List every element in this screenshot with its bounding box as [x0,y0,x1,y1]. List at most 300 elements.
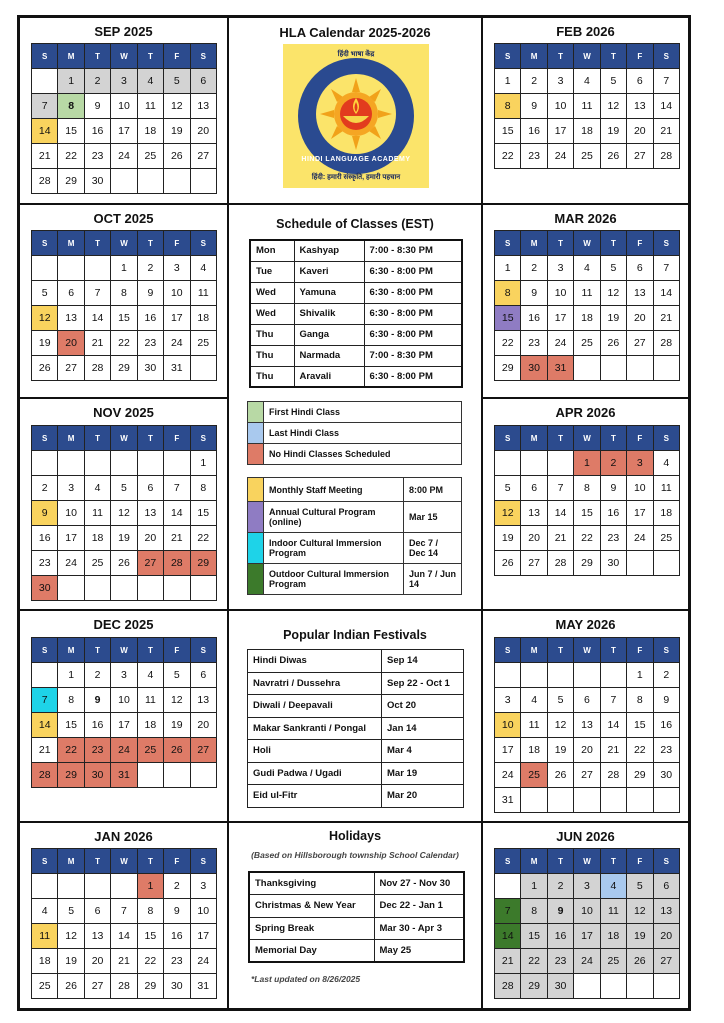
day-cell: 19 [547,738,573,763]
empty-day-cell [111,576,137,601]
day-cell: Thu [250,324,294,345]
day-cell: 28 [653,144,679,169]
legend-value: Jun 7 / Jun 14 [404,564,462,595]
day-cell: 2 [84,663,110,688]
day-cell: 26 [600,331,626,356]
weekday-header: T [547,231,573,256]
day-cell: 10 [190,899,216,924]
day-cell: 9 [653,688,679,713]
day-cell: 29 [521,974,547,999]
day-cell: 14 [111,924,137,949]
legend-row [248,402,462,423]
day-cell: 2 [164,874,190,899]
day-cell: 31 [190,974,216,999]
month-panel-dec [19,610,228,822]
day-cell: 28 [653,331,679,356]
legend-row [248,444,462,465]
day-cell: 10 [547,94,573,119]
weekday-header: S [190,638,216,663]
day-cell: 24 [495,763,521,788]
day-cell: 13 [653,899,679,924]
day-cell: 30 [600,551,626,576]
day-cell: 21 [84,331,110,356]
day-cell: 10 [58,501,84,526]
day-cell: 17 [111,119,137,144]
day-cell: 19 [600,119,626,144]
month-title: NOV 2025 [93,405,154,420]
empty-day-cell [84,451,110,476]
empty-day-cell [32,874,58,899]
day-cell: 5 [600,256,626,281]
holiday-name-cell: Christmas & New Year [249,895,374,918]
festival-date-cell: Mar 20 [382,785,464,808]
table-row [248,695,464,718]
empty-day-cell [111,874,137,899]
empty-day-cell [600,788,626,813]
day-cell: 17 [190,924,216,949]
day-cell: 27 [190,144,216,169]
weekday-header: S [653,44,679,69]
table-row [249,940,464,963]
day-cell: 15 [137,924,163,949]
day-cell: 21 [495,949,521,974]
holidays-panel [228,822,482,1009]
day-cell: 28 [164,551,190,576]
day-cell: 28 [495,974,521,999]
weekday-header: T [137,849,163,874]
empty-day-cell [32,663,58,688]
day-cell: 25 [653,526,679,551]
day-cell: 2 [521,256,547,281]
table-row [249,917,464,940]
table-row [248,672,464,695]
day-cell: 14 [600,713,626,738]
day-cell: 8 [495,281,521,306]
day-cell: 2 [521,69,547,94]
day-cell: Tue [250,261,294,282]
day-cell: 17 [111,713,137,738]
month-title: MAR 2026 [554,211,617,226]
day-cell: Thu [250,366,294,387]
day-cell: 1 [58,663,84,688]
day-cell: 15 [495,119,521,144]
festivals-title: Popular Indian Festivals [283,628,427,642]
day-cell: 19 [600,306,626,331]
day-cell: 19 [495,526,521,551]
day-cell: 5 [58,899,84,924]
day-cell: 30 [547,974,573,999]
calendar-grid [31,230,217,381]
time-cell: 7:00 - 8:30 PM [364,345,462,366]
day-cell: 26 [32,356,58,381]
day-cell: 11 [600,899,626,924]
day-cell: 24 [547,144,573,169]
day-cell: 6 [627,256,653,281]
day-cell: 22 [574,526,600,551]
day-cell: 1 [495,256,521,281]
empty-day-cell [600,663,626,688]
weekday-header: M [58,426,84,451]
holiday-date-cell: May 25 [374,940,464,963]
logo-top-text: हिंदी भाषा केंद्र [337,51,375,58]
day-cell: 17 [547,119,573,144]
day-cell: 25 [137,738,163,763]
weekday-header: T [600,638,626,663]
weekday-header: S [495,44,521,69]
day-cell: 22 [58,738,84,763]
day-cell: 23 [137,331,163,356]
day-cell: 22 [58,144,84,169]
day-cell: 23 [653,738,679,763]
empty-day-cell [627,974,653,999]
day-cell: 23 [164,949,190,974]
legend-value: Mar 15 [404,502,462,533]
festivals-table [247,649,464,808]
day-cell: 9 [521,281,547,306]
day-cell: 31 [164,356,190,381]
day-cell: 16 [164,924,190,949]
day-cell: 24 [574,949,600,974]
calendar-grid [494,230,680,381]
day-cell: 14 [32,119,58,144]
weekday-header: W [574,849,600,874]
day-cell: 12 [547,713,573,738]
weekday-header: S [32,44,58,69]
day-cell: 25 [137,144,163,169]
day-cell: 28 [547,551,573,576]
day-cell: 23 [547,949,573,974]
day-cell: 16 [547,924,573,949]
day-cell: 30 [653,763,679,788]
weekday-header: T [137,231,163,256]
table-row [248,717,464,740]
day-cell: 4 [190,256,216,281]
day-cell: 21 [600,738,626,763]
empty-day-cell [84,256,110,281]
day-cell: 8 [58,688,84,713]
day-cell: 21 [111,949,137,974]
empty-day-cell [627,788,653,813]
day-cell: 9 [164,899,190,924]
day-cell: 14 [32,713,58,738]
empty-day-cell [137,169,163,194]
day-cell: 3 [495,688,521,713]
day-cell: 26 [627,949,653,974]
day-cell: 4 [521,688,547,713]
day-cell: 3 [574,874,600,899]
day-cell: 12 [164,688,190,713]
day-cell: 9 [600,476,626,501]
day-cell: 11 [84,501,110,526]
day-cell: 22 [521,949,547,974]
weekday-header: S [190,231,216,256]
day-cell: 1 [495,69,521,94]
weekday-header: S [190,44,216,69]
day-cell: 13 [190,688,216,713]
day-cell: 11 [653,476,679,501]
day-cell: 1 [111,256,137,281]
day-cell: 13 [521,501,547,526]
day-cell: 30 [521,356,547,381]
weekday-header: M [521,426,547,451]
legend-swatch [248,564,264,595]
day-cell: 25 [574,144,600,169]
day-cell: 10 [495,713,521,738]
month-title: JAN 2026 [94,829,153,844]
day-cell: 20 [58,331,84,356]
day-cell: 14 [547,501,573,526]
day-cell: 3 [58,476,84,501]
weekday-header: W [111,231,137,256]
day-cell: 24 [627,526,653,551]
day-cell: 9 [521,94,547,119]
empty-day-cell [58,576,84,601]
class-name-cell: Yamuna [294,282,364,303]
day-cell: 5 [32,281,58,306]
festival-name-cell: Gudi Padwa / Ugadi [248,762,382,785]
day-cell: 11 [521,713,547,738]
empty-day-cell [164,451,190,476]
day-cell: 25 [600,949,626,974]
empty-day-cell [574,356,600,381]
empty-day-cell [164,169,190,194]
day-cell: 27 [190,738,216,763]
day-cell: 9 [84,688,110,713]
day-cell: 25 [521,763,547,788]
day-cell: 8 [58,94,84,119]
weekday-header: T [137,44,163,69]
festival-name-cell: Makar Sankranti / Pongal [248,717,382,740]
empty-day-cell [32,69,58,94]
weekday-header: F [627,849,653,874]
day-cell: 6 [521,476,547,501]
day-cell: 8 [495,94,521,119]
holiday-name-cell: Memorial Day [249,940,374,963]
weekday-header: M [58,638,84,663]
holidays-title: Holidays [328,829,382,843]
empty-day-cell [84,576,110,601]
day-cell: 2 [547,874,573,899]
festival-date-cell: Sep 14 [382,650,464,673]
day-cell: 7 [111,899,137,924]
day-cell: 17 [574,924,600,949]
day-cell: 4 [574,256,600,281]
day-cell: 9 [84,94,110,119]
table-row [250,240,462,261]
day-cell: 20 [627,306,653,331]
day-cell: 26 [547,763,573,788]
day-cell: 3 [164,256,190,281]
weekday-header: S [32,426,58,451]
legend-row [248,478,462,502]
day-cell: 14 [164,501,190,526]
day-cell: 5 [164,663,190,688]
festival-name-cell: Holi [248,740,382,763]
day-cell: 11 [574,281,600,306]
day-cell: 23 [600,526,626,551]
empty-day-cell [32,451,58,476]
day-cell: 11 [137,94,163,119]
day-cell: 7 [547,476,573,501]
table-row [250,366,462,387]
day-cell: 24 [190,949,216,974]
day-cell: 18 [84,526,110,551]
legend-label: Outdoor Cultural Immersion Program [264,564,404,595]
weekday-header: T [84,638,110,663]
day-cell: 10 [574,899,600,924]
day-cell: 12 [600,94,626,119]
day-cell: 7 [164,476,190,501]
calendar-grid [494,637,680,813]
weekday-header: F [164,231,190,256]
day-cell: 24 [58,551,84,576]
day-cell: 18 [521,738,547,763]
day-cell: 25 [84,551,110,576]
weekday-header: W [574,638,600,663]
holidays-subtitle: (Based on Hillsborough township School Calendar) [251,850,459,860]
day-cell: 24 [547,331,573,356]
day-cell: 8 [111,281,137,306]
day-cell: 24 [111,144,137,169]
day-cell: 8 [137,899,163,924]
festival-name-cell: Eid ul-Fitr [248,785,382,808]
day-cell: 16 [653,713,679,738]
logo-tagline: हिंदी: हमारी संस्कृति, हमारी पहचान [311,174,401,181]
day-cell: 8 [190,476,216,501]
empty-day-cell [495,874,521,899]
day-cell: 5 [547,688,573,713]
empty-day-cell [84,874,110,899]
holiday-date-cell: Nov 27 - Nov 30 [374,872,464,895]
day-cell: 22 [495,144,521,169]
time-cell: 7:00 - 8:30 PM [364,240,462,261]
empty-day-cell [627,356,653,381]
empty-day-cell [190,356,216,381]
weekday-header: W [111,638,137,663]
day-cell: 15 [574,501,600,526]
festival-date-cell: Jan 14 [382,717,464,740]
table-row [250,303,462,324]
day-cell: 29 [58,169,84,194]
weekday-header: M [521,231,547,256]
table-row [250,261,462,282]
empty-day-cell [653,356,679,381]
month-title: DEC 2025 [93,617,154,632]
day-cell: 13 [58,306,84,331]
festival-date-cell: Mar 4 [382,740,464,763]
empty-day-cell [164,763,190,788]
weekday-header: T [600,426,626,451]
legend-swatch [248,444,264,465]
day-cell: 20 [84,949,110,974]
day-cell: 9 [547,899,573,924]
weekday-header: F [627,426,653,451]
empty-day-cell [190,576,216,601]
day-cell: 21 [653,306,679,331]
time-cell: 6:30 - 8:00 PM [364,303,462,324]
time-cell: 6:30 - 8:00 PM [364,282,462,303]
day-cell: 13 [574,713,600,738]
day-cell: 29 [137,974,163,999]
legend-swatch [248,533,264,564]
month-panel-jun [482,822,689,1009]
day-cell: 7 [600,688,626,713]
month-panel-jan [19,822,228,1009]
day-cell: 29 [58,763,84,788]
day-cell: 25 [574,331,600,356]
weekday-header: T [547,638,573,663]
weekday-header: W [574,231,600,256]
day-cell: 21 [164,526,190,551]
day-cell: 22 [190,526,216,551]
empty-day-cell [137,576,163,601]
day-cell: 1 [58,69,84,94]
weekday-header: T [547,426,573,451]
day-cell: Wed [250,282,294,303]
table-row [248,762,464,785]
holiday-date-cell: Dec 22 - Jan 1 [374,895,464,918]
day-cell: 4 [574,69,600,94]
day-cell: 26 [495,551,521,576]
weekday-header: F [627,638,653,663]
day-cell: 28 [32,169,58,194]
day-cell: 3 [547,69,573,94]
day-cell: 5 [600,69,626,94]
day-cell: 6 [190,69,216,94]
day-cell: 31 [111,763,137,788]
time-cell: 6:30 - 8:00 PM [364,366,462,387]
day-cell: 12 [600,281,626,306]
weekday-header: S [653,849,679,874]
day-cell: 11 [190,281,216,306]
day-cell: 17 [627,501,653,526]
day-cell: 13 [190,94,216,119]
day-cell: 4 [32,899,58,924]
table-row [250,345,462,366]
legend-row [248,423,462,444]
class-name-cell: Narmada [294,345,364,366]
day-cell: 28 [84,356,110,381]
empty-day-cell [111,169,137,194]
hla-logo-emblem-icon [283,44,429,188]
day-cell: 2 [653,663,679,688]
month-title: JUN 2026 [556,829,615,844]
weekday-header: F [164,638,190,663]
day-cell: 13 [627,94,653,119]
day-cell: 27 [653,949,679,974]
weekday-header: F [164,426,190,451]
time-cell: 6:30 - 8:00 PM [364,261,462,282]
day-cell: 17 [547,306,573,331]
festival-date-cell: Mar 19 [382,762,464,785]
table-row [250,282,462,303]
day-cell: 16 [84,713,110,738]
weekday-header: S [495,849,521,874]
day-cell: 16 [32,526,58,551]
day-cell: 21 [547,526,573,551]
day-cell: 27 [627,331,653,356]
legend-label: Annual Cultural Program (online) [264,502,404,533]
weekday-header: S [653,638,679,663]
holidays-table [248,871,465,963]
day-cell: 4 [137,69,163,94]
weekday-header: T [84,426,110,451]
empty-day-cell [58,874,84,899]
day-cell: 27 [58,356,84,381]
month-title: MAY 2026 [555,617,616,632]
day-cell: 4 [137,663,163,688]
day-cell: 5 [627,874,653,899]
